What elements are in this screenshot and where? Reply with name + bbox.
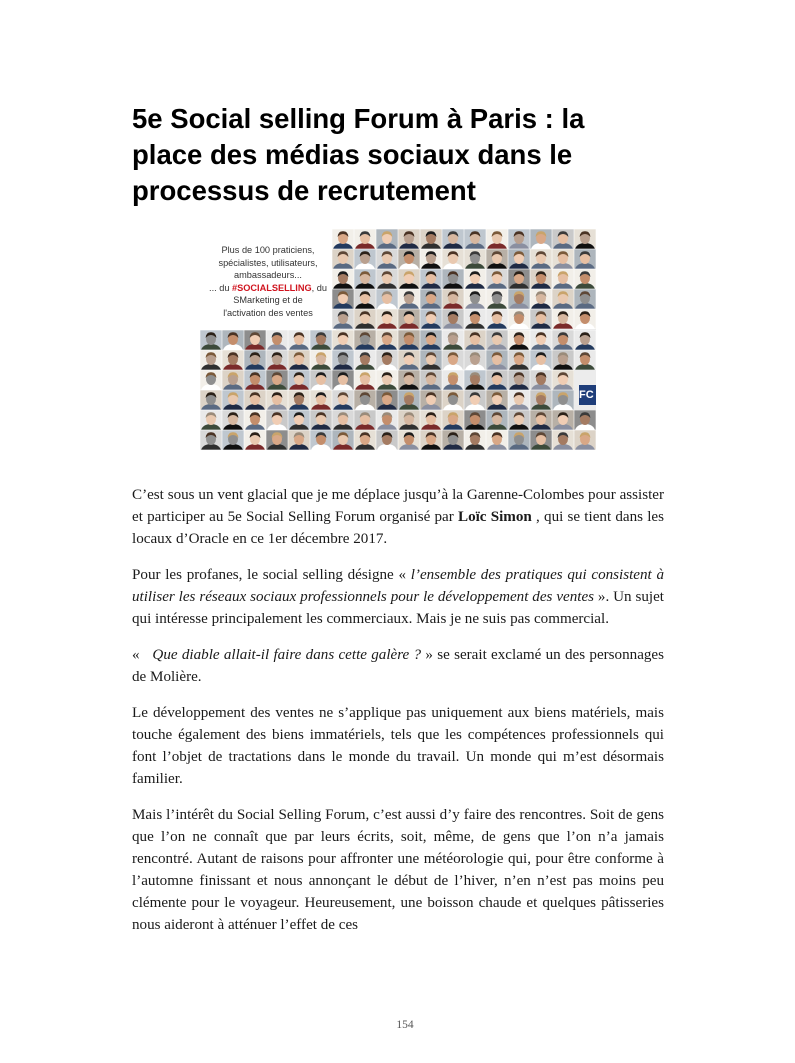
speaker-portrait xyxy=(530,229,552,249)
speaker-portrait xyxy=(442,370,464,390)
speaker-portrait xyxy=(376,330,398,350)
title-line: processus de recrutement xyxy=(132,175,476,206)
speaker-portrait xyxy=(464,350,486,370)
speaker-portrait xyxy=(354,229,376,249)
speaker-portrait xyxy=(530,370,552,390)
speaker-portrait xyxy=(530,309,552,329)
speaker-portrait xyxy=(508,289,530,309)
speaker-portrait xyxy=(574,410,596,430)
speaker-portrait xyxy=(376,229,398,249)
text: Pour les profanes, le social selling désigne « xyxy=(132,567,411,583)
speaker-portrait xyxy=(552,390,574,410)
speaker-portrait xyxy=(222,350,244,370)
speaker-portrait xyxy=(266,370,288,390)
speaker-portrait xyxy=(552,430,574,450)
speaker-portrait xyxy=(508,330,530,350)
speaker-portrait xyxy=(354,289,376,309)
speaker-portrait xyxy=(464,330,486,350)
speaker-portrait xyxy=(332,430,354,450)
speaker-portrait xyxy=(552,229,574,249)
speaker-portrait xyxy=(486,330,508,350)
speaker-portrait xyxy=(222,330,244,350)
speaker-portrait xyxy=(200,430,222,450)
speaker-portrait xyxy=(464,390,486,410)
speaker-portrait xyxy=(552,350,574,370)
speaker-portrait xyxy=(376,370,398,390)
speaker-portrait xyxy=(398,309,420,329)
speaker-portrait xyxy=(332,229,354,249)
speaker-portrait xyxy=(420,330,442,350)
speaker-portrait xyxy=(442,249,464,269)
speaker-portrait xyxy=(354,330,376,350)
speaker-portrait xyxy=(530,430,552,450)
speaker-portrait xyxy=(200,350,222,370)
paragraph: Le développement des ventes ne s’applique pas uniquement aux biens matériels, mais touche également des biens immatériels, tels que les compétences professionnels qui font l’objet de tractations dans le monde du travail. Un monde qui m’est désormais familier. xyxy=(132,705,664,787)
speaker-portrait xyxy=(354,410,376,430)
speaker-portrait xyxy=(420,309,442,329)
speaker-portrait xyxy=(288,430,310,450)
speaker-portrait xyxy=(310,390,332,410)
paragraph xyxy=(132,564,664,630)
speaker-portrait xyxy=(442,350,464,370)
speaker-portrait xyxy=(420,269,442,289)
speaker-portrait xyxy=(332,309,354,329)
speaker-portrait xyxy=(464,410,486,430)
speaker-portrait xyxy=(398,390,420,410)
speaker-portrait xyxy=(486,350,508,370)
speaker-portrait xyxy=(552,309,574,329)
speaker-portrait xyxy=(200,330,222,350)
speaker-portrait xyxy=(530,269,552,289)
speaker-portrait xyxy=(376,289,398,309)
speaker-portrait xyxy=(288,370,310,390)
speaker-portrait xyxy=(442,390,464,410)
speaker-portrait xyxy=(244,390,266,410)
speaker-portrait xyxy=(310,370,332,390)
speaker-portrait xyxy=(464,289,486,309)
speaker-portrait xyxy=(486,370,508,390)
speaker-portrait xyxy=(244,330,266,350)
title-line: 5e Social selling Forum à Paris : la xyxy=(132,103,585,134)
speaker-portrait xyxy=(508,249,530,269)
speaker-portrait xyxy=(508,309,530,329)
speaker-portrait xyxy=(464,269,486,289)
socialselling-hashtag: #SOCIALSELLING xyxy=(232,282,312,293)
title-line: place des médias sociaux dans le xyxy=(132,139,573,170)
speaker-portrait xyxy=(508,269,530,289)
speaker-portrait xyxy=(398,249,420,269)
speaker-portrait xyxy=(354,430,376,450)
speaker-portrait xyxy=(420,350,442,370)
speaker-portrait xyxy=(552,410,574,430)
caption-line: spécialistes, utilisateurs, xyxy=(218,257,318,268)
speaker-portrait xyxy=(332,390,354,410)
speaker-portrait xyxy=(508,370,530,390)
speaker-portrait xyxy=(376,430,398,450)
speaker-portrait xyxy=(398,289,420,309)
speaker-portrait xyxy=(244,370,266,390)
speaker-portrait xyxy=(288,330,310,350)
definition-quote: l’ensemble des pratiques qui consistent à utiliser les réseaux sociaux professionnels pour le développement des ventes xyxy=(132,567,664,605)
speaker-portrait xyxy=(354,350,376,370)
caption-text: , du xyxy=(311,282,327,293)
speaker-portrait xyxy=(442,289,464,309)
caption-line: l'activation des ventes xyxy=(223,307,313,318)
speaker-portrait xyxy=(486,269,508,289)
paragraph: Mais l’intérêt du Social Selling Forum, c’est aussi d’y faire des rencontres. Soit de gens que l’on ne connaît que par leurs écrits, soit, même, de gens que l’on n’a jamais rencontré. Autant de raisons pour affronter une météorologie qui, pour être conforme à l’automne finissant et nous annonçant le début de l’hiver, n’en n’est pas moins peu clémente pour le voyageur. Heureusement, une boisson chaude et quelques pâtisseries nous aideront à atténuer l’effet de ces xyxy=(132,807,664,933)
caption-line: SMarketing et de xyxy=(233,295,303,305)
speaker-portrait xyxy=(508,410,530,430)
speaker-portrait xyxy=(420,229,442,249)
speaker-portrait xyxy=(442,410,464,430)
speaker-portrait xyxy=(552,370,574,390)
speaker-portrait xyxy=(310,430,332,450)
speaker-portrait xyxy=(530,330,552,350)
speaker-portrait xyxy=(288,350,310,370)
caption-text: ... du xyxy=(209,282,232,293)
speaker-portrait xyxy=(508,350,530,370)
speaker-portrait xyxy=(310,350,332,370)
speaker-portrait xyxy=(354,269,376,289)
speaker-portrait xyxy=(200,410,222,430)
speaker-portrait xyxy=(310,330,332,350)
speaker-portrait xyxy=(442,269,464,289)
speaker-portrait xyxy=(244,350,266,370)
speaker-portrait xyxy=(332,249,354,269)
speaker-portrait xyxy=(420,370,442,390)
text: C’est sous un vent glacial que je me déplace jusqu’à la Garenne-Colombes pour assister et participer au 5e Social Selling Forum organisé par xyxy=(132,487,664,525)
caption-line: ambassadeurs... xyxy=(234,270,302,280)
speaker-portrait xyxy=(200,390,222,410)
text: « xyxy=(132,647,140,663)
speaker-portrait xyxy=(266,350,288,370)
collage-edge-text: FC xyxy=(579,385,596,405)
speaker-portrait xyxy=(574,289,596,309)
paragraph xyxy=(132,484,664,550)
speaker-portrait xyxy=(574,330,596,350)
speaker-portrait xyxy=(420,249,442,269)
speaker-portrait xyxy=(530,410,552,430)
speaker-portrait xyxy=(486,430,508,450)
speaker-portrait xyxy=(376,390,398,410)
speaker-portrait xyxy=(442,330,464,350)
speaker-portrait xyxy=(376,410,398,430)
speaker-portrait xyxy=(222,390,244,410)
speaker-portrait xyxy=(530,289,552,309)
speaker-portrait xyxy=(420,430,442,450)
speaker-portrait xyxy=(486,390,508,410)
speaker-portrait xyxy=(266,410,288,430)
speaker-portrait xyxy=(530,249,552,269)
speaker-portrait xyxy=(486,410,508,430)
speaker-portrait xyxy=(332,269,354,289)
speaker-portrait xyxy=(266,330,288,350)
speaker-portrait xyxy=(574,309,596,329)
speaker-portrait xyxy=(200,370,222,390)
speaker-portrait xyxy=(530,390,552,410)
article-body xyxy=(132,484,664,950)
speaker-portrait xyxy=(420,410,442,430)
speaker-portrait xyxy=(464,430,486,450)
speaker-portrait xyxy=(552,249,574,269)
collage-caption xyxy=(200,229,336,342)
speaker-portrait xyxy=(442,430,464,450)
speaker-portrait xyxy=(574,249,596,269)
speaker-portrait xyxy=(508,229,530,249)
speaker-portrait xyxy=(574,229,596,249)
speaker-portrait xyxy=(222,370,244,390)
speaker-portrait xyxy=(464,309,486,329)
page-number: 154 xyxy=(396,1019,414,1031)
moliere-quote: Que diable allait-il faire dans cette galère ? xyxy=(152,647,422,663)
speaker-portrait xyxy=(266,430,288,450)
speaker-portrait xyxy=(486,229,508,249)
speaker-portrait xyxy=(398,229,420,249)
speaker-portrait xyxy=(376,269,398,289)
text: , qui se tient dans les locaux d’Oracle en ce 1er décembre 2017. xyxy=(132,509,664,547)
speaker-portrait xyxy=(310,410,332,430)
speaker-portrait xyxy=(486,289,508,309)
speaker-portrait xyxy=(552,289,574,309)
speaker-portrait xyxy=(332,350,354,370)
speaker-portrait xyxy=(398,350,420,370)
speaker-portrait xyxy=(574,350,596,370)
speaker-portrait xyxy=(376,249,398,269)
speaker-portrait xyxy=(486,249,508,269)
speaker-portrait xyxy=(420,289,442,309)
speaker-portrait xyxy=(442,229,464,249)
speaker-portrait xyxy=(420,390,442,410)
speaker-portrait xyxy=(354,309,376,329)
text: ». Un sujet qui intéresse principalement les commerciaux. Mais je ne suis pas commercial. xyxy=(132,589,664,627)
speaker-portrait xyxy=(332,370,354,390)
speaker-portrait xyxy=(354,390,376,410)
speaker-portrait xyxy=(464,249,486,269)
speaker-portrait xyxy=(354,249,376,269)
speaker-portrait xyxy=(244,410,266,430)
speaker-portrait xyxy=(464,229,486,249)
speaker-portrait xyxy=(530,350,552,370)
paragraph xyxy=(132,644,664,688)
speaker-portrait xyxy=(464,370,486,390)
speaker-portrait xyxy=(332,289,354,309)
speaker-portrait xyxy=(354,370,376,390)
speaker-portrait xyxy=(398,410,420,430)
speaker-portrait xyxy=(508,430,530,450)
speaker-portrait xyxy=(288,390,310,410)
speaker-portrait xyxy=(266,390,288,410)
speaker-portrait xyxy=(398,330,420,350)
speaker-portrait xyxy=(574,430,596,450)
article-title xyxy=(132,101,672,209)
speaker-portrait xyxy=(222,430,244,450)
speaker-portrait xyxy=(398,370,420,390)
speaker-portrait xyxy=(552,330,574,350)
organizer-name: Loïc Simon xyxy=(458,509,532,525)
speaker-portrait xyxy=(332,410,354,430)
caption-line: Plus de 100 praticiens, xyxy=(221,245,315,255)
speaker-portrait xyxy=(508,390,530,410)
speakers-photo-collage xyxy=(200,229,596,450)
speaker-portrait xyxy=(574,269,596,289)
caption-line xyxy=(200,282,336,295)
text: » se serait exclamé un des personnages de Molière. xyxy=(132,647,665,685)
speaker-portrait xyxy=(222,410,244,430)
speaker-portrait xyxy=(376,350,398,370)
speaker-portrait xyxy=(332,330,354,350)
speaker-portrait xyxy=(398,269,420,289)
speaker-portrait xyxy=(398,430,420,450)
speaker-portrait xyxy=(288,410,310,430)
speaker-portrait xyxy=(552,269,574,289)
speaker-portrait xyxy=(244,430,266,450)
speaker-portrait xyxy=(486,309,508,329)
speaker-portrait xyxy=(442,309,464,329)
speaker-portrait xyxy=(376,309,398,329)
